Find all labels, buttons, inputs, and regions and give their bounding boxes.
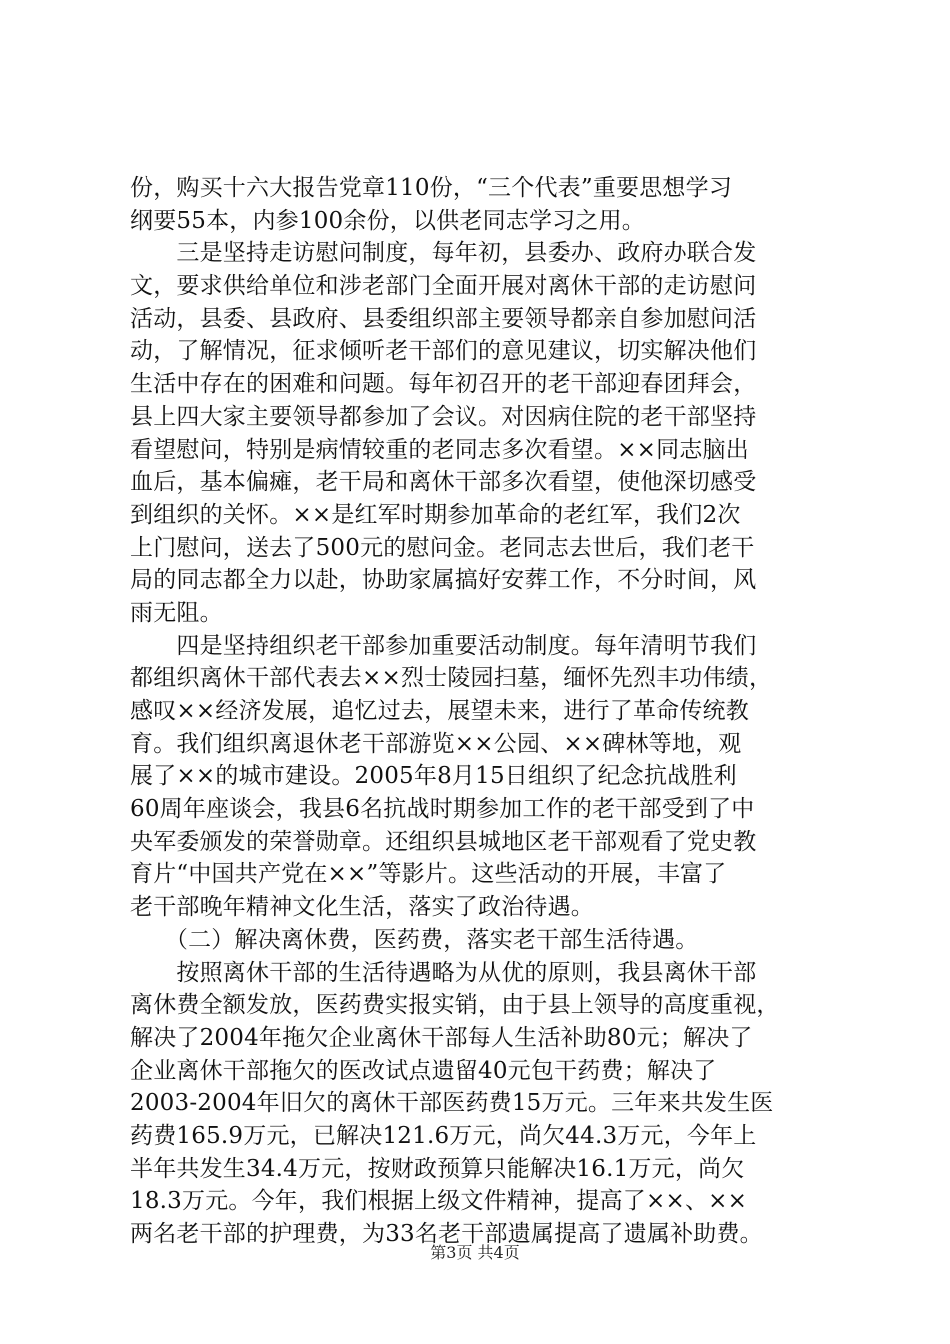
text-line: 60周年座谈会，我县6名抗战时期参加工作的老干部受到了中 <box>130 796 755 823</box>
text-line: 18.3万元。今年，我们根据上级文件精神，提高了××、×× <box>130 1188 748 1215</box>
text-line: 三是坚持走访慰问制度，每年初，县委办、政府办联合发 <box>130 240 757 267</box>
text-line: 按照离休干部的生活待遇略为从优的原则，我县离休干部 <box>130 959 757 986</box>
section-heading: （二）解决离休费，医药费，落实老干部生活待遇。 <box>130 926 699 953</box>
text-line: 血后，基本偏瘫，老干局和离休干部多次看望，使他深切感受 <box>130 469 757 496</box>
text-line: 企业离休干部拖欠的医改试点遗留40元包干药费；解决了 <box>130 1057 717 1084</box>
text-line: 育。我们组织离退休老干部游览××公园、××碑林等地，观 <box>130 730 742 757</box>
text-line: 半年共发生34.4万元，按财政预算只能解决16.1万元，尚欠 <box>130 1155 745 1182</box>
text-line: 展了××的城市建设。2005年8月15日组织了纪念抗战胜利 <box>130 763 737 790</box>
text-line: 育片“中国共产党在××”等影片。这些活动的开展，丰富了 <box>130 861 727 888</box>
text-line: 2003-2004年旧欠的离休干部医药费15万元。三年来共发生医 <box>130 1090 774 1117</box>
text-line: 央军委颁发的荣誉勋章。还组织县城地区老干部观看了党史教 <box>130 828 757 855</box>
text-line: 都组织离休干部代表去××烈士陵园扫墓，缅怀先烈丰功伟绩， <box>130 665 773 692</box>
text-line: 份，购买十六大报告党章110份，“三个代表”重要思想学习 <box>130 175 733 201</box>
text-line: 雨无阻。 <box>130 599 223 626</box>
text-line: 解决了2004年拖欠企业离休干部每人生活补助80元；解决了 <box>130 1024 753 1051</box>
text-line: 离休费全额发放，医药费实报实销，由于县上领导的高度重视， <box>130 992 780 1019</box>
text-line: 文，要求供给单位和涉老部门全面开展对离休干部的走访慰问 <box>130 273 757 300</box>
text-line: 老干部晚年精神文化生活，落实了政治待遇。 <box>130 894 594 921</box>
text-line: 上门慰问，送去了500元的慰问金。老同志去世后，我们老干 <box>130 534 755 561</box>
text-line: 四是坚持组织老干部参加重要活动制度。每年清明节我们 <box>130 632 757 659</box>
page-footer: 第3页 共4页 <box>430 1243 520 1262</box>
text-line: 生活中存在的困难和问题。每年初召开的老干部迎春团拜会， <box>130 371 757 398</box>
text-line: 动，了解情况，征求倾听老干部们的意见建议，切实解决他们 <box>130 338 757 365</box>
text-line: 到组织的关怀。××是红军时期参加革命的老红军，我们2次 <box>130 501 741 528</box>
text-line: 局的同志都全力以赴，协助家属搞好安葬工作，不分时间，风 <box>130 567 757 594</box>
text-line: 纲要55本，内参100余份，以供老同志学习之用。 <box>130 207 645 234</box>
text-line: 县上四大家主要领导都参加了会议。对因病住院的老干部坚持 <box>130 403 757 430</box>
text-line: 看望慰问，特别是病情较重的老同志多次看望。××同志脑出 <box>130 436 749 463</box>
text-line: 两名老干部的护理费，为33名老干部遗属提高了遗属补助费。 <box>130 1221 763 1247</box>
text-line: 药费165.9万元，已解决121.6万元，尚欠44.3万元，今年上 <box>130 1122 757 1149</box>
text-line: 感叹××经济发展，追忆过去，展望未来，进行了革命传统教 <box>130 698 749 724</box>
text-line: 活动，县委、县政府、县委组织部主要领导都亲自参加慰问活 <box>130 305 757 332</box>
document-body <box>130 172 830 1251</box>
